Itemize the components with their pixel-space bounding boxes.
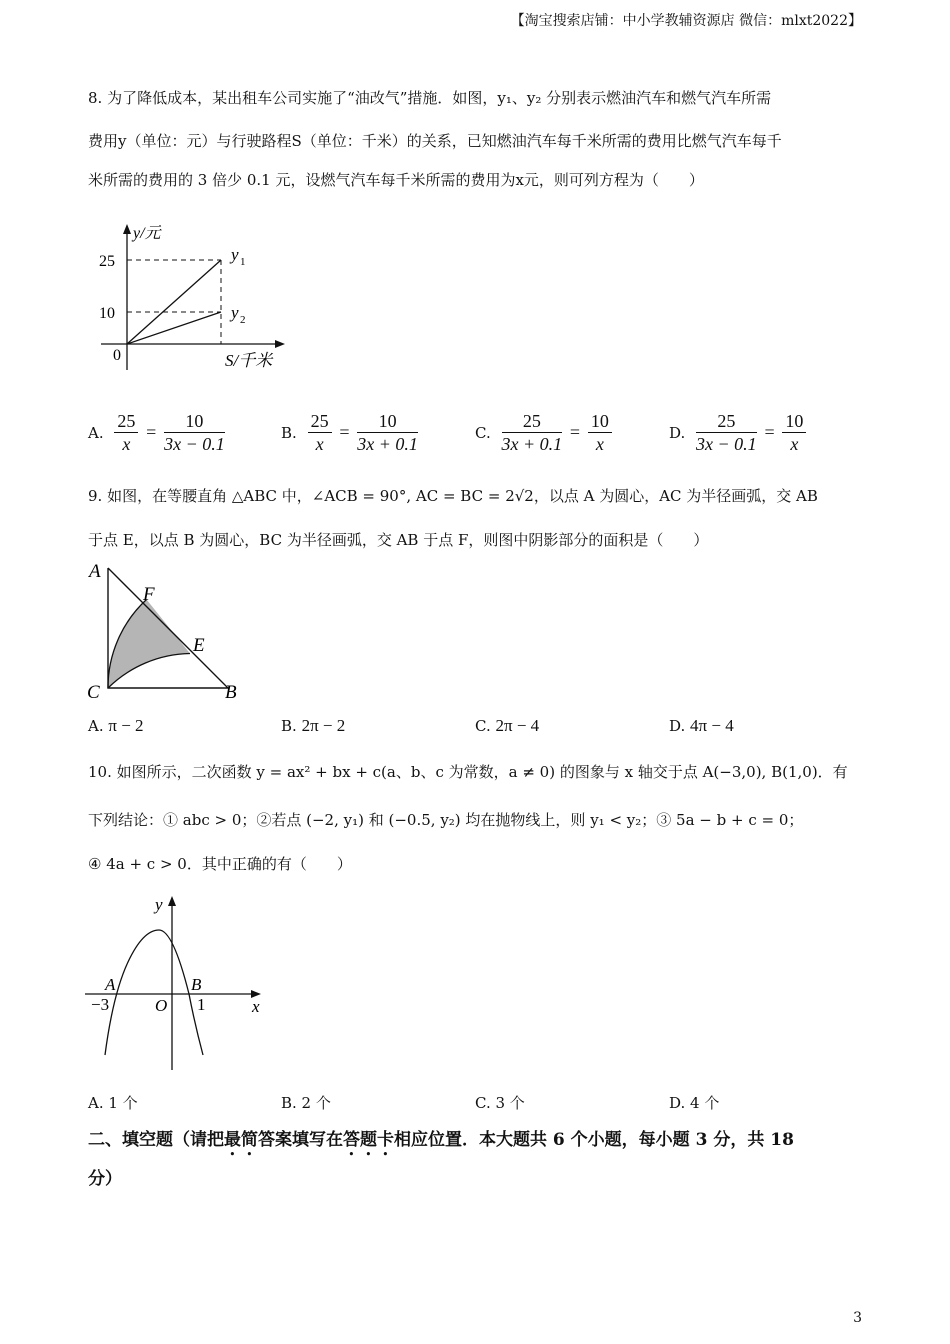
q8-line-2: 费用y（单位：元）与行驶路程S（单位：千米）的关系，已知燃油汽车每千米所需的费用比燃气汽车每千 — [88, 132, 782, 150]
y2-label: y — [231, 303, 239, 322]
emphasis-2: 答题卡 — [343, 1130, 394, 1150]
tick-25: 25 — [99, 253, 115, 270]
q8-option-b[interactable]: B. $\frac{25}{x}$ = $\frac{10}{3x + 0.1}$ — [281, 411, 418, 454]
point-b-label: B — [191, 975, 202, 994]
tick-minus3: −3 — [91, 995, 110, 1014]
q10-line-1: 10. 如图所示，二次函数 y = ax² + bx + c(a、b、c 为常数，a ≠ 0) 的图象与 x 轴交于点 A(−3,0), B(1,0)．有 — [88, 763, 848, 781]
fraction: $\frac{25}{x}$ — [114, 410, 138, 455]
tick-1: 1 — [197, 995, 206, 1014]
y-axis-arrow-icon — [168, 896, 176, 906]
y-axis-arrow-icon — [123, 224, 131, 234]
label-a: A — [89, 561, 101, 582]
origin-label: O — [155, 996, 168, 1015]
q9-figure — [85, 558, 255, 703]
line-y2 — [127, 312, 221, 344]
q9-option-c[interactable]: C. 2π − 4 — [475, 716, 540, 735]
fraction: $\frac{10}{x}$ — [782, 410, 806, 455]
q8-line-3: 米所需的费用的 3 倍少 0.1 元，设燃气汽车每千米所需的费用为x元，则可列方程为（ ） — [88, 171, 704, 189]
section-2-title-line-2: 分） — [88, 1169, 122, 1189]
fraction: $\frac{25}{3x - 0.1}$ — [696, 411, 757, 454]
q10-option-c[interactable]: C. 3 个 — [475, 1094, 525, 1112]
point-a-label: A — [105, 975, 116, 994]
y-axis-label: y/元 — [133, 225, 161, 242]
page-header: 【淘宝搜索店铺：中小学教辅资源店 微信：mlxt2022】 — [510, 13, 862, 29]
x-axis-label: S/千米 — [225, 351, 273, 370]
y1-label: y — [231, 245, 239, 264]
y1-subscript: 1 — [240, 256, 246, 268]
q8-line-1: 8. 为了降低成本，某出租车公司实施了“油改气”措施．如图，y₁、y₂ 分别表示燃油汽车和燃气汽车所需 — [88, 89, 772, 107]
q8-option-c[interactable]: C. $\frac{25}{3x + 0.1}$ = $\frac{10}{x}$ — [475, 410, 612, 455]
q10-graph — [85, 890, 270, 1075]
q10-line-2: 下列结论：① abc > 0；②若点 (−2, y₁) 和 (−0.5, y₂) 均在抛物线上，则 y₁ < y₂；③ 5a − b + c = 0； — [88, 811, 804, 829]
q10-option-a[interactable]: A. 1 个 — [88, 1094, 138, 1112]
q10-line-3: ④ 4a + c > 0．其中正确的有（ ） — [88, 855, 352, 873]
page-number: 3 — [853, 1310, 862, 1326]
q8-option-d[interactable]: D. $\frac{25}{3x - 0.1}$ = $\frac{10}{x}$ — [669, 410, 806, 455]
y-label: y — [155, 895, 163, 914]
line-y1 — [127, 260, 221, 344]
section-2-title: 二、填空题（请把最简答案填写在答题卡相应位置．本大题共 6 个小题，每小题 3 分，共 18 — [88, 1130, 794, 1150]
q8-option-a[interactable]: A. $\frac{25}{x}$ = $\frac{10}{3x - 0.1}$ — [88, 411, 225, 454]
q9-option-b[interactable]: B. 2π − 2 — [281, 716, 346, 735]
fraction: $\frac{10}{3x - 0.1}$ — [164, 411, 225, 454]
q9-option-a[interactable]: A. π − 2 — [88, 716, 144, 735]
y2-subscript: 2 — [240, 314, 246, 326]
label-b: B — [225, 682, 237, 703]
emphasis-1: 最简 — [224, 1130, 258, 1150]
fraction: $\frac{25}{3x + 0.1}$ — [501, 411, 563, 454]
parabola — [105, 930, 203, 1055]
shaded-region — [108, 600, 190, 689]
label-e: E — [193, 635, 205, 656]
q8-graph — [95, 220, 295, 380]
q9-option-d[interactable]: D. 4π − 4 — [669, 716, 734, 735]
origin-label: 0 — [113, 347, 121, 364]
x-axis-arrow-icon — [275, 340, 285, 348]
q9-line-1: 9. 如图，在等腰直角 △ABC 中，∠ACB = 90°, AC = BC = 2√2，以点 A 为圆心，AC 为半径画弧，交 AB — [88, 487, 818, 505]
fraction: $\frac{10}{x}$ — [588, 410, 612, 455]
q10-option-b[interactable]: B. 2 个 — [281, 1094, 331, 1112]
q9-line-2: 于点 E，以点 B 为圆心，BC 为半径画弧，交 AB 于点 F，则图中阴影部分的面积是（ ） — [88, 531, 709, 549]
fraction: $\frac{25}{x}$ — [308, 410, 332, 455]
label-f: F — [143, 584, 155, 605]
q10-option-d[interactable]: D. 4 个 — [669, 1094, 720, 1112]
x-label: x — [252, 997, 260, 1016]
label-c: C — [87, 682, 100, 703]
fraction: $\frac{10}{3x + 0.1}$ — [357, 411, 418, 454]
tick-10: 10 — [99, 305, 115, 322]
